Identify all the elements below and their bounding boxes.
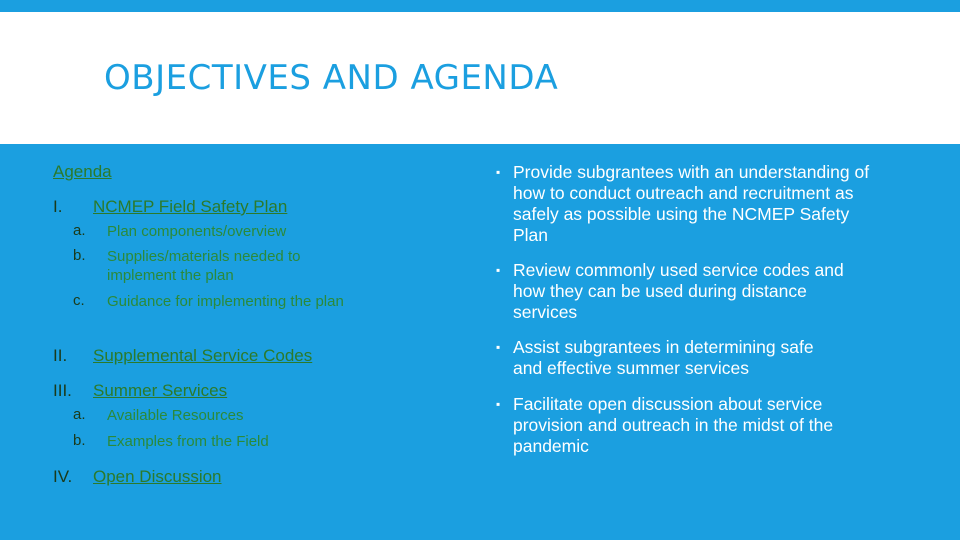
- agenda-subitem-1a: Plan components/overview: [107, 223, 287, 240]
- agenda-numeral-1: I.: [53, 197, 63, 216]
- agenda-subitem-3a: Available Resources: [107, 407, 244, 424]
- agenda-subletter-3a: a.: [73, 406, 86, 423]
- square-bullet-icon: ▪: [496, 263, 501, 277]
- square-bullet-icon: ▪: [496, 340, 501, 354]
- agenda-subletter-1c: c.: [73, 292, 85, 309]
- agenda-subletter-1a: a.: [73, 222, 86, 239]
- agenda-numeral-3: III.: [53, 381, 72, 400]
- agenda-subletter-1b: b.: [73, 247, 86, 264]
- square-bullet-icon: ▪: [496, 397, 501, 411]
- objective-text: Provide subgrantees with an understanding of how to conduct outreach and recruitment as safely as possible using the NCMEP Safety Plan: [513, 162, 870, 245]
- objective-text: Facilitate open discussion about service provision and outreach in the midst of the pandemic: [513, 394, 834, 456]
- objective-text: Assist subgrantees in determining safe and effective summer services: [513, 337, 814, 378]
- agenda-subitem-3b: Examples from the Field: [107, 433, 269, 450]
- agenda-numeral-2: II.: [53, 346, 68, 365]
- agenda-subitem-1b: Supplies/materials needed to implement the plan: [107, 248, 301, 284]
- agenda-link-open-discussion[interactable]: Open Discussion: [93, 467, 222, 486]
- agenda-link-field-safety-plan[interactable]: NCMEP Field Safety Plan: [93, 197, 288, 216]
- agenda-subitem-1c: Guidance for implementing the plan: [107, 293, 344, 310]
- objective-text: Review commonly used service codes and how they can be used during distance services: [513, 260, 844, 322]
- agenda-heading-link[interactable]: Agenda: [53, 162, 112, 181]
- agenda-numeral-4: IV.: [53, 467, 73, 486]
- agenda-link-summer-services[interactable]: Summer Services: [93, 381, 228, 400]
- agenda-link-supplemental-service-codes[interactable]: Supplemental Service Codes: [93, 346, 313, 365]
- slide-title: OBJECTIVES AND AGENDA: [104, 58, 559, 98]
- agenda-subletter-3b: b.: [73, 432, 86, 449]
- square-bullet-icon: ▪: [496, 165, 501, 179]
